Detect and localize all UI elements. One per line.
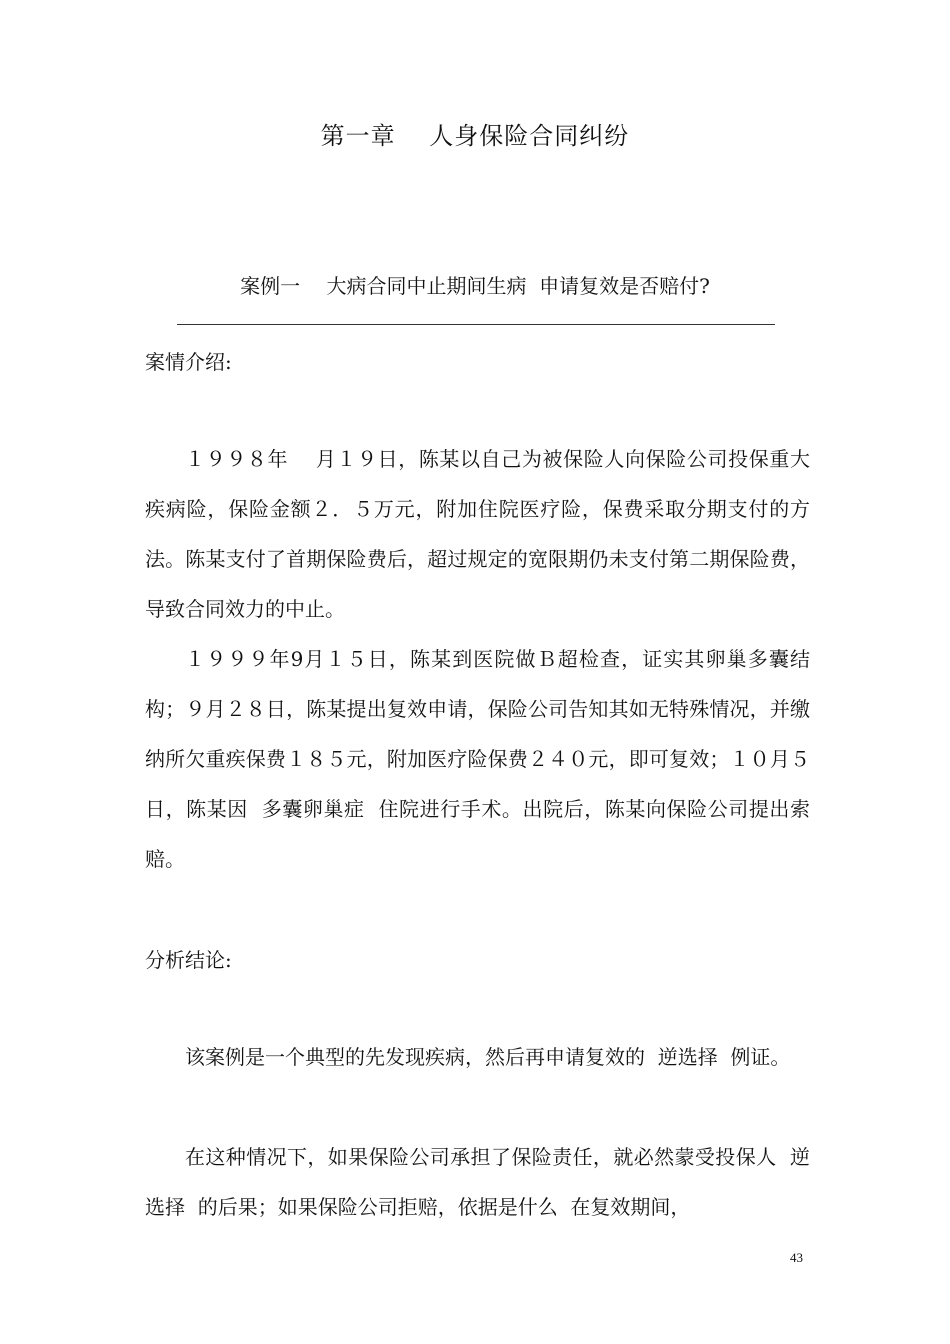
page-number: 43	[790, 1250, 803, 1265]
title-divider	[177, 324, 775, 325]
chapter-title: 第一章 人身保险合同纠纷	[320, 122, 630, 150]
case-intro-paragraph-1: １９９８年 月１９日，陈某以自己为被保险人向保险公司投保重大疾病险，保险金额２．５万元，附加住院医疗险，保费采取分期支付的方法。陈某支付了首期保险费后，超过规定的宽限期仍未支付第二期保险费，导致合同效力的中止。	[145, 447, 810, 621]
case-intro-heading: 案情介绍:	[145, 350, 232, 374]
analysis-paragraph-1: 该案例是一个典型的先发现疾病，然后再申请复效的 逆选择 例证。	[185, 1045, 791, 1069]
analysis-paragraph-2: 在这种情况下，如果保险公司承担了保险责任，就必然蒙受投保人 逆选择 的后果；如果保险公司拒赔，依据是什么 在复效期间，	[145, 1145, 810, 1219]
case-title: 案例一 大病合同中止期间生病 申请复效是否赔付?	[240, 274, 710, 298]
case-intro-paragraph-2: １９９９年9月１５日，陈某到医院做Ｂ超检查，证实其卵巢多囊结构；９月２８日，陈某提出复效申请，保险公司告知其如无特殊情况，并缴纳所欠重疾保费１８５元，附加医疗险保费２４０元，即可复效；１０月５日，陈某因 多囊卵巢症 住院进行手术。出院后，陈某向保险公司提出索赔。	[145, 647, 810, 871]
analysis-heading: 分析结论:	[145, 948, 232, 972]
